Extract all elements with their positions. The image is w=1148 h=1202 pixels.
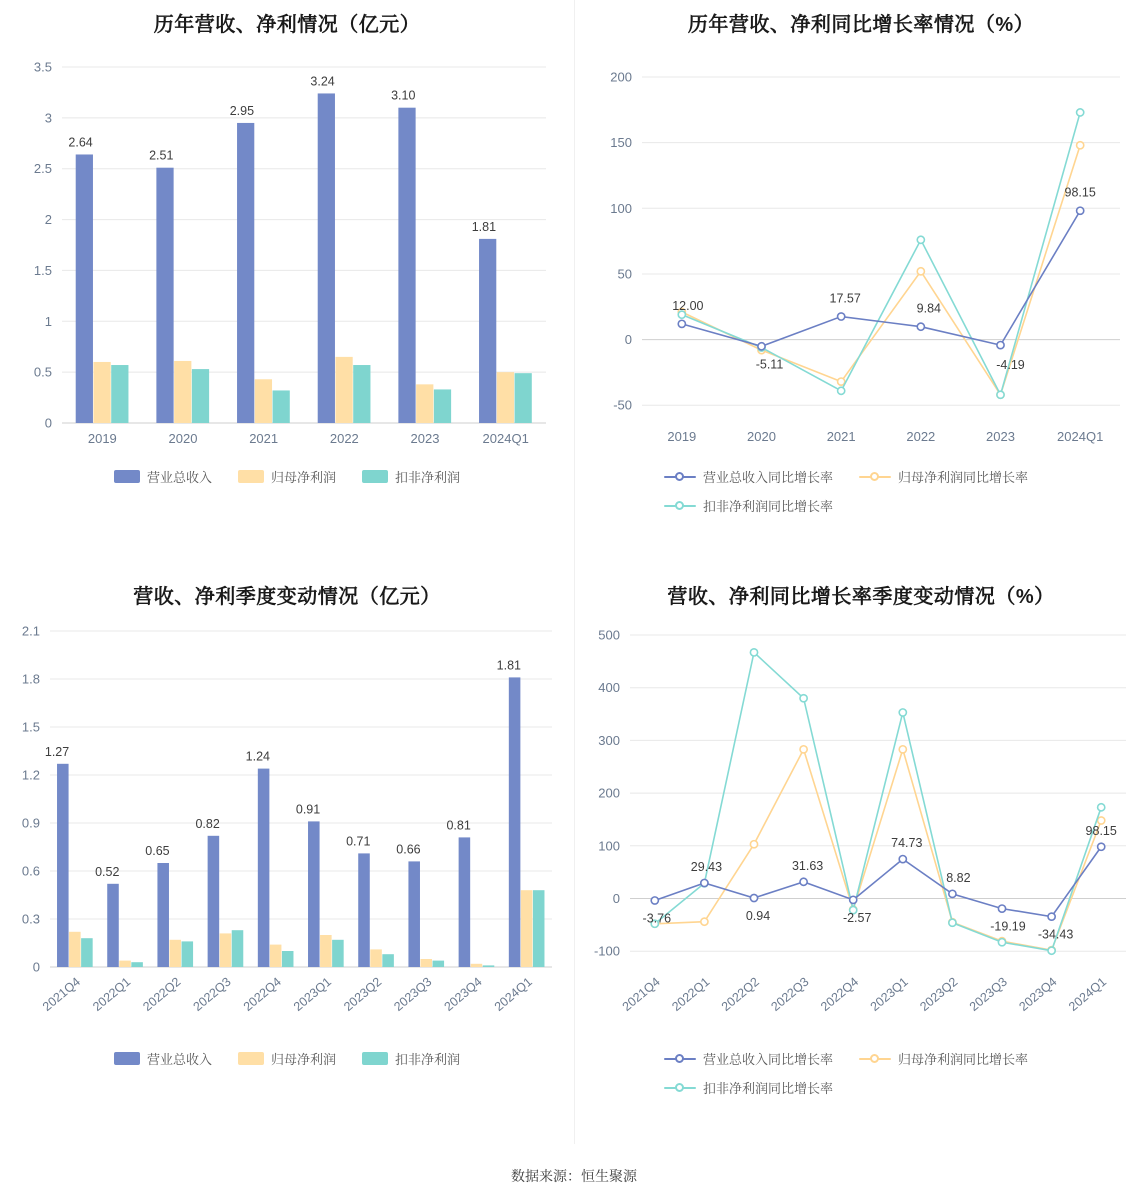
bar <box>270 945 282 967</box>
line-series <box>655 652 1101 950</box>
panel-title-annual-growth: 历年营收、净利同比增长率情况（%） <box>687 14 1035 36</box>
bar <box>157 863 169 967</box>
chart-text: 2019 <box>87 431 117 446</box>
bar <box>382 954 394 967</box>
bar <box>479 239 496 423</box>
legend-swatch-net-profit-q <box>238 1052 264 1065</box>
legend-label-revenue-q: 营业总收入 <box>146 1052 212 1067</box>
chart-text: 0.71 <box>346 834 371 849</box>
chart-text: 100 <box>610 200 632 216</box>
data-point <box>750 649 757 656</box>
legend-annual-amounts <box>0 467 574 486</box>
chart-text: 2022 <box>329 431 359 446</box>
legend-item-net-profit[interactable] <box>238 467 336 486</box>
bar <box>258 769 270 967</box>
chart-text: 74.73 <box>891 836 923 851</box>
chart-text: 2022Q2 <box>140 974 184 1014</box>
bar <box>509 677 521 967</box>
data-point <box>701 918 708 925</box>
chart-text: 200 <box>610 69 632 85</box>
data-point <box>1048 947 1055 954</box>
data-point <box>899 709 906 716</box>
chart-text: 0.6 <box>21 863 40 879</box>
chart-text: 2023Q1 <box>867 974 911 1014</box>
chart-text: 1.5 <box>33 262 52 278</box>
chart-text: 2020 <box>747 429 776 444</box>
bar <box>533 890 545 967</box>
legend-swatch-deducted-growth <box>664 500 696 512</box>
legend-item-deducted-growth[interactable] <box>664 496 833 515</box>
chart-text: 1.27 <box>44 744 70 759</box>
chart-text: -2.57 <box>842 910 872 925</box>
chart-text: 2021Q4 <box>619 974 663 1014</box>
legend-item-revenue-growth-q[interactable] <box>664 1049 833 1068</box>
chart-text: 400 <box>598 680 620 696</box>
chart-text: 2023Q3 <box>391 974 435 1014</box>
chart-text: -100 <box>593 943 620 959</box>
data-point <box>1077 109 1084 116</box>
bar <box>398 108 415 423</box>
data-point <box>998 905 1005 912</box>
chart-text: 2024Q1 <box>1057 429 1104 444</box>
chart-text: 1.24 <box>245 749 271 764</box>
chart-annual-amounts <box>0 37 574 467</box>
bar <box>320 935 332 967</box>
chart-text: 0.81 <box>446 818 471 833</box>
bar <box>107 884 119 967</box>
legend-item-net-profit-growth-q[interactable] <box>859 1049 1028 1068</box>
chart-text: 0.65 <box>145 844 170 858</box>
chart-text: 2.95 <box>229 103 255 118</box>
chart-text: 0 <box>624 332 632 348</box>
legend-quarterly-amounts <box>0 1049 574 1068</box>
panel-divider <box>574 0 575 1144</box>
data-point <box>1098 843 1105 850</box>
panel-annual-amounts <box>0 0 574 572</box>
panel-title-quarterly-amounts: 营收、净利季度变动情况（亿元） <box>133 586 441 608</box>
chart-text: 3.5 <box>33 59 52 75</box>
legend-item-revenue[interactable] <box>114 467 212 486</box>
bar <box>174 361 191 423</box>
bar <box>255 379 272 423</box>
data-point <box>800 746 807 753</box>
legend-label-deducted-q: 扣非净利润 <box>395 1052 461 1067</box>
data-point <box>949 890 956 897</box>
chart-text: 300 <box>598 732 620 748</box>
bar <box>370 949 382 967</box>
chart-text: 2021 <box>249 431 279 446</box>
chart-text: 2021 <box>826 429 856 444</box>
data-point <box>850 896 857 903</box>
bar <box>420 959 432 967</box>
chart-text: 2022 <box>906 429 936 444</box>
bar <box>308 821 320 967</box>
chart-text: 3 <box>44 110 52 126</box>
chart-text: 2022Q1 <box>90 974 134 1014</box>
legend-swatch-net-profit-growth <box>859 471 891 483</box>
bar <box>76 154 93 423</box>
chart-text: 2023Q4 <box>441 974 485 1014</box>
quarterly-amounts-svg <box>0 609 574 1049</box>
data-point <box>1077 142 1084 149</box>
data-point <box>750 894 757 901</box>
chart-text: 2024Q1 <box>1066 974 1110 1014</box>
data-point <box>800 695 807 702</box>
data-point <box>758 343 765 350</box>
chart-text: -19.19 <box>990 919 1026 934</box>
chart-text: 0.91 <box>295 802 321 817</box>
data-point <box>838 313 845 320</box>
chart-text: 2023Q1 <box>290 974 335 1014</box>
legend-swatch-revenue-q <box>114 1052 140 1065</box>
legend-label-revenue-growth: 营业总收入同比增长率 <box>703 470 834 485</box>
chart-text: 1.2 <box>21 767 40 783</box>
legend-swatch-revenue-growth-q <box>664 1053 696 1065</box>
panel-quarterly-amounts <box>0 572 574 1144</box>
legend-label-net-profit: 归母净利润 <box>270 470 336 485</box>
panel-title-annual-amounts: 历年营收、净利情况（亿元） <box>153 14 421 36</box>
legend-item-revenue-q[interactable] <box>114 1049 212 1068</box>
chart-text: 2022Q4 <box>240 974 284 1014</box>
source-note: 数据来源：恒生聚源 <box>511 1168 637 1184</box>
legend-annual-growth <box>574 467 1148 515</box>
data-point <box>899 746 906 753</box>
legend-swatch-net-profit-deducted <box>362 470 388 483</box>
chart-text: 29.43 <box>690 859 723 874</box>
chart-text: 0.94 <box>745 908 771 923</box>
chart-text: 2024Q1 <box>482 431 529 446</box>
data-point <box>917 323 924 330</box>
data-point <box>917 268 924 275</box>
bar <box>332 940 344 967</box>
bar <box>282 951 294 967</box>
data-point <box>899 856 906 863</box>
quarterly-growth-svg <box>574 609 1148 1049</box>
chart-text: 2.5 <box>33 161 52 177</box>
chart-text: 0 <box>612 890 620 906</box>
chart-text: 2023 <box>986 429 1015 444</box>
chart-text: 200 <box>598 785 620 801</box>
line-series <box>655 847 1101 917</box>
chart-text: 2022Q2 <box>718 974 762 1014</box>
chart-text: 0.66 <box>396 842 421 857</box>
chart-text: 2023Q3 <box>966 974 1010 1014</box>
data-point <box>750 841 757 848</box>
data-point <box>997 391 1004 398</box>
annual-growth-svg <box>574 37 1148 467</box>
chart-text: 2023Q4 <box>1016 974 1060 1014</box>
bar <box>81 938 93 967</box>
data-point <box>701 879 708 886</box>
line-series <box>655 749 1101 950</box>
data-point <box>678 320 685 327</box>
bar <box>416 384 433 423</box>
bar <box>119 961 131 967</box>
bar <box>273 390 290 423</box>
bar <box>459 837 471 967</box>
legend-swatch-revenue <box>114 470 140 483</box>
panel-quarterly-growth <box>574 572 1148 1144</box>
chart-text: 2.51 <box>149 148 174 163</box>
bar <box>182 941 194 967</box>
chart-text: 1.8 <box>21 671 40 687</box>
chart-text: 2019 <box>667 429 697 444</box>
chart-text: -5.11 <box>755 357 784 372</box>
bar <box>497 372 514 423</box>
legend-quarterly-growth <box>574 1049 1148 1097</box>
legend-swatch-deducted-growth-q <box>664 1082 696 1094</box>
chart-text: 0.9 <box>21 815 40 831</box>
chart-text: 98.15 <box>1064 185 1096 200</box>
chart-text: 2022Q3 <box>190 974 234 1014</box>
legend-swatch-revenue-growth <box>664 471 696 483</box>
chart-text: 2020 <box>168 431 198 446</box>
bar <box>515 373 532 423</box>
legend-label-deducted-growth-q: 扣非净利润同比增长率 <box>703 1081 834 1096</box>
chart-text: 2024Q1 <box>491 974 535 1014</box>
legend-item-net-profit-growth[interactable] <box>859 467 1028 486</box>
annual-amounts-svg <box>0 37 574 467</box>
bar <box>434 389 451 423</box>
bar <box>353 365 370 423</box>
legend-item-deducted-growth-q[interactable] <box>664 1078 833 1097</box>
chart-text: 2023Q2 <box>341 974 385 1014</box>
chart-text: 2.64 <box>68 135 93 150</box>
chart-text: 500 <box>598 627 620 643</box>
data-point <box>800 878 807 885</box>
chart-text: 2022Q3 <box>768 974 812 1014</box>
chart-text: 98.15 <box>1085 823 1117 838</box>
chart-text: -4.19 <box>996 358 1025 373</box>
legend-swatch-net-profit <box>238 470 264 483</box>
chart-text: -3.76 <box>642 911 672 926</box>
chart-text: 3.24 <box>310 74 335 89</box>
chart-text: -34.43 <box>1037 927 1074 942</box>
legend-item-revenue-growth[interactable] <box>664 467 833 486</box>
legend-label-deducted-growth: 扣非净利润同比增长率 <box>703 499 834 514</box>
chart-text: 150 <box>610 135 632 151</box>
bar <box>93 362 110 423</box>
chart-text: 0.82 <box>195 816 220 831</box>
bar <box>521 890 533 967</box>
legend-swatch-deducted-q <box>362 1052 388 1065</box>
chart-text: 3.10 <box>391 88 416 103</box>
bar <box>433 961 445 967</box>
data-point <box>1048 913 1055 920</box>
chart-text: 2023 <box>410 431 440 446</box>
chart-text: 2022Q1 <box>669 974 713 1014</box>
chart-text: 12.00 <box>672 298 704 313</box>
chart-quarterly-amounts <box>0 609 574 1049</box>
chart-text: 1.5 <box>21 719 40 735</box>
data-point <box>1077 207 1084 214</box>
chart-text: 2022Q4 <box>818 974 862 1014</box>
bar <box>131 962 143 967</box>
data-point <box>997 341 1004 348</box>
chart-text: 1.81 <box>471 219 497 234</box>
bar <box>471 964 483 967</box>
legend-label-revenue-growth-q: 营业总收入同比增长率 <box>703 1052 834 1067</box>
bar <box>169 940 181 967</box>
chart-text: 0 <box>32 959 40 975</box>
data-point <box>838 387 845 394</box>
data-point <box>838 378 845 385</box>
data-point <box>998 939 1005 946</box>
chart-text: 0.3 <box>21 911 40 927</box>
chart-text: 1 <box>44 313 52 329</box>
bar <box>208 836 220 967</box>
chart-text: 2023Q2 <box>917 974 961 1014</box>
data-point <box>917 236 924 243</box>
bar <box>408 861 420 967</box>
chart-text: 100 <box>598 838 620 854</box>
chart-text: 0 <box>44 415 52 431</box>
chart-annual-growth <box>574 37 1148 467</box>
data-point <box>949 919 956 926</box>
chart-text: 1.81 <box>496 658 522 673</box>
legend-label-net-profit-q: 归母净利润 <box>270 1052 336 1067</box>
legend-label-net-profit-growth: 归母净利润同比增长率 <box>898 470 1029 485</box>
bar <box>318 93 335 423</box>
bar <box>57 764 69 967</box>
chart-text: 2 <box>44 212 52 228</box>
bar <box>483 965 495 967</box>
chart-quarterly-growth <box>574 609 1148 1049</box>
bar <box>220 933 232 967</box>
legend-label-net-profit-growth-q: 归母净利润同比增长率 <box>898 1052 1029 1067</box>
legend-swatch-net-profit-growth-q <box>859 1053 891 1065</box>
chart-text: 17.57 <box>829 291 861 306</box>
bar <box>111 365 128 423</box>
bar <box>358 853 370 967</box>
data-point <box>1098 804 1105 811</box>
chart-text: 8.82 <box>946 870 971 885</box>
bar <box>156 168 173 423</box>
bar <box>69 932 81 967</box>
legend-label-revenue: 营业总收入 <box>146 470 212 485</box>
legend-item-deducted-q[interactable] <box>362 1049 460 1068</box>
chart-text: 31.63 <box>791 858 824 873</box>
chart-text: 9.84 <box>916 301 942 316</box>
bar <box>335 357 352 423</box>
bar <box>192 369 209 423</box>
line-series <box>682 112 1080 394</box>
panel-annual-growth <box>574 0 1148 572</box>
chart-text: 2.1 <box>21 623 40 639</box>
chart-text: 0.52 <box>95 864 120 879</box>
panel-title-quarterly-growth: 营收、净利同比增长率季度变动情况（%） <box>667 586 1055 608</box>
legend-item-net-profit-deducted[interactable] <box>362 467 460 486</box>
chart-text: 0.5 <box>33 364 52 380</box>
legend-item-net-profit-q[interactable] <box>238 1049 336 1068</box>
bar <box>237 123 254 423</box>
legend-label-net-profit-deducted: 扣非净利润 <box>395 470 461 485</box>
chart-text: 2021Q4 <box>39 974 84 1014</box>
chart-text: -50 <box>613 397 632 413</box>
chart-text: 50 <box>617 266 632 282</box>
data-point <box>651 897 658 904</box>
bar <box>232 930 244 967</box>
